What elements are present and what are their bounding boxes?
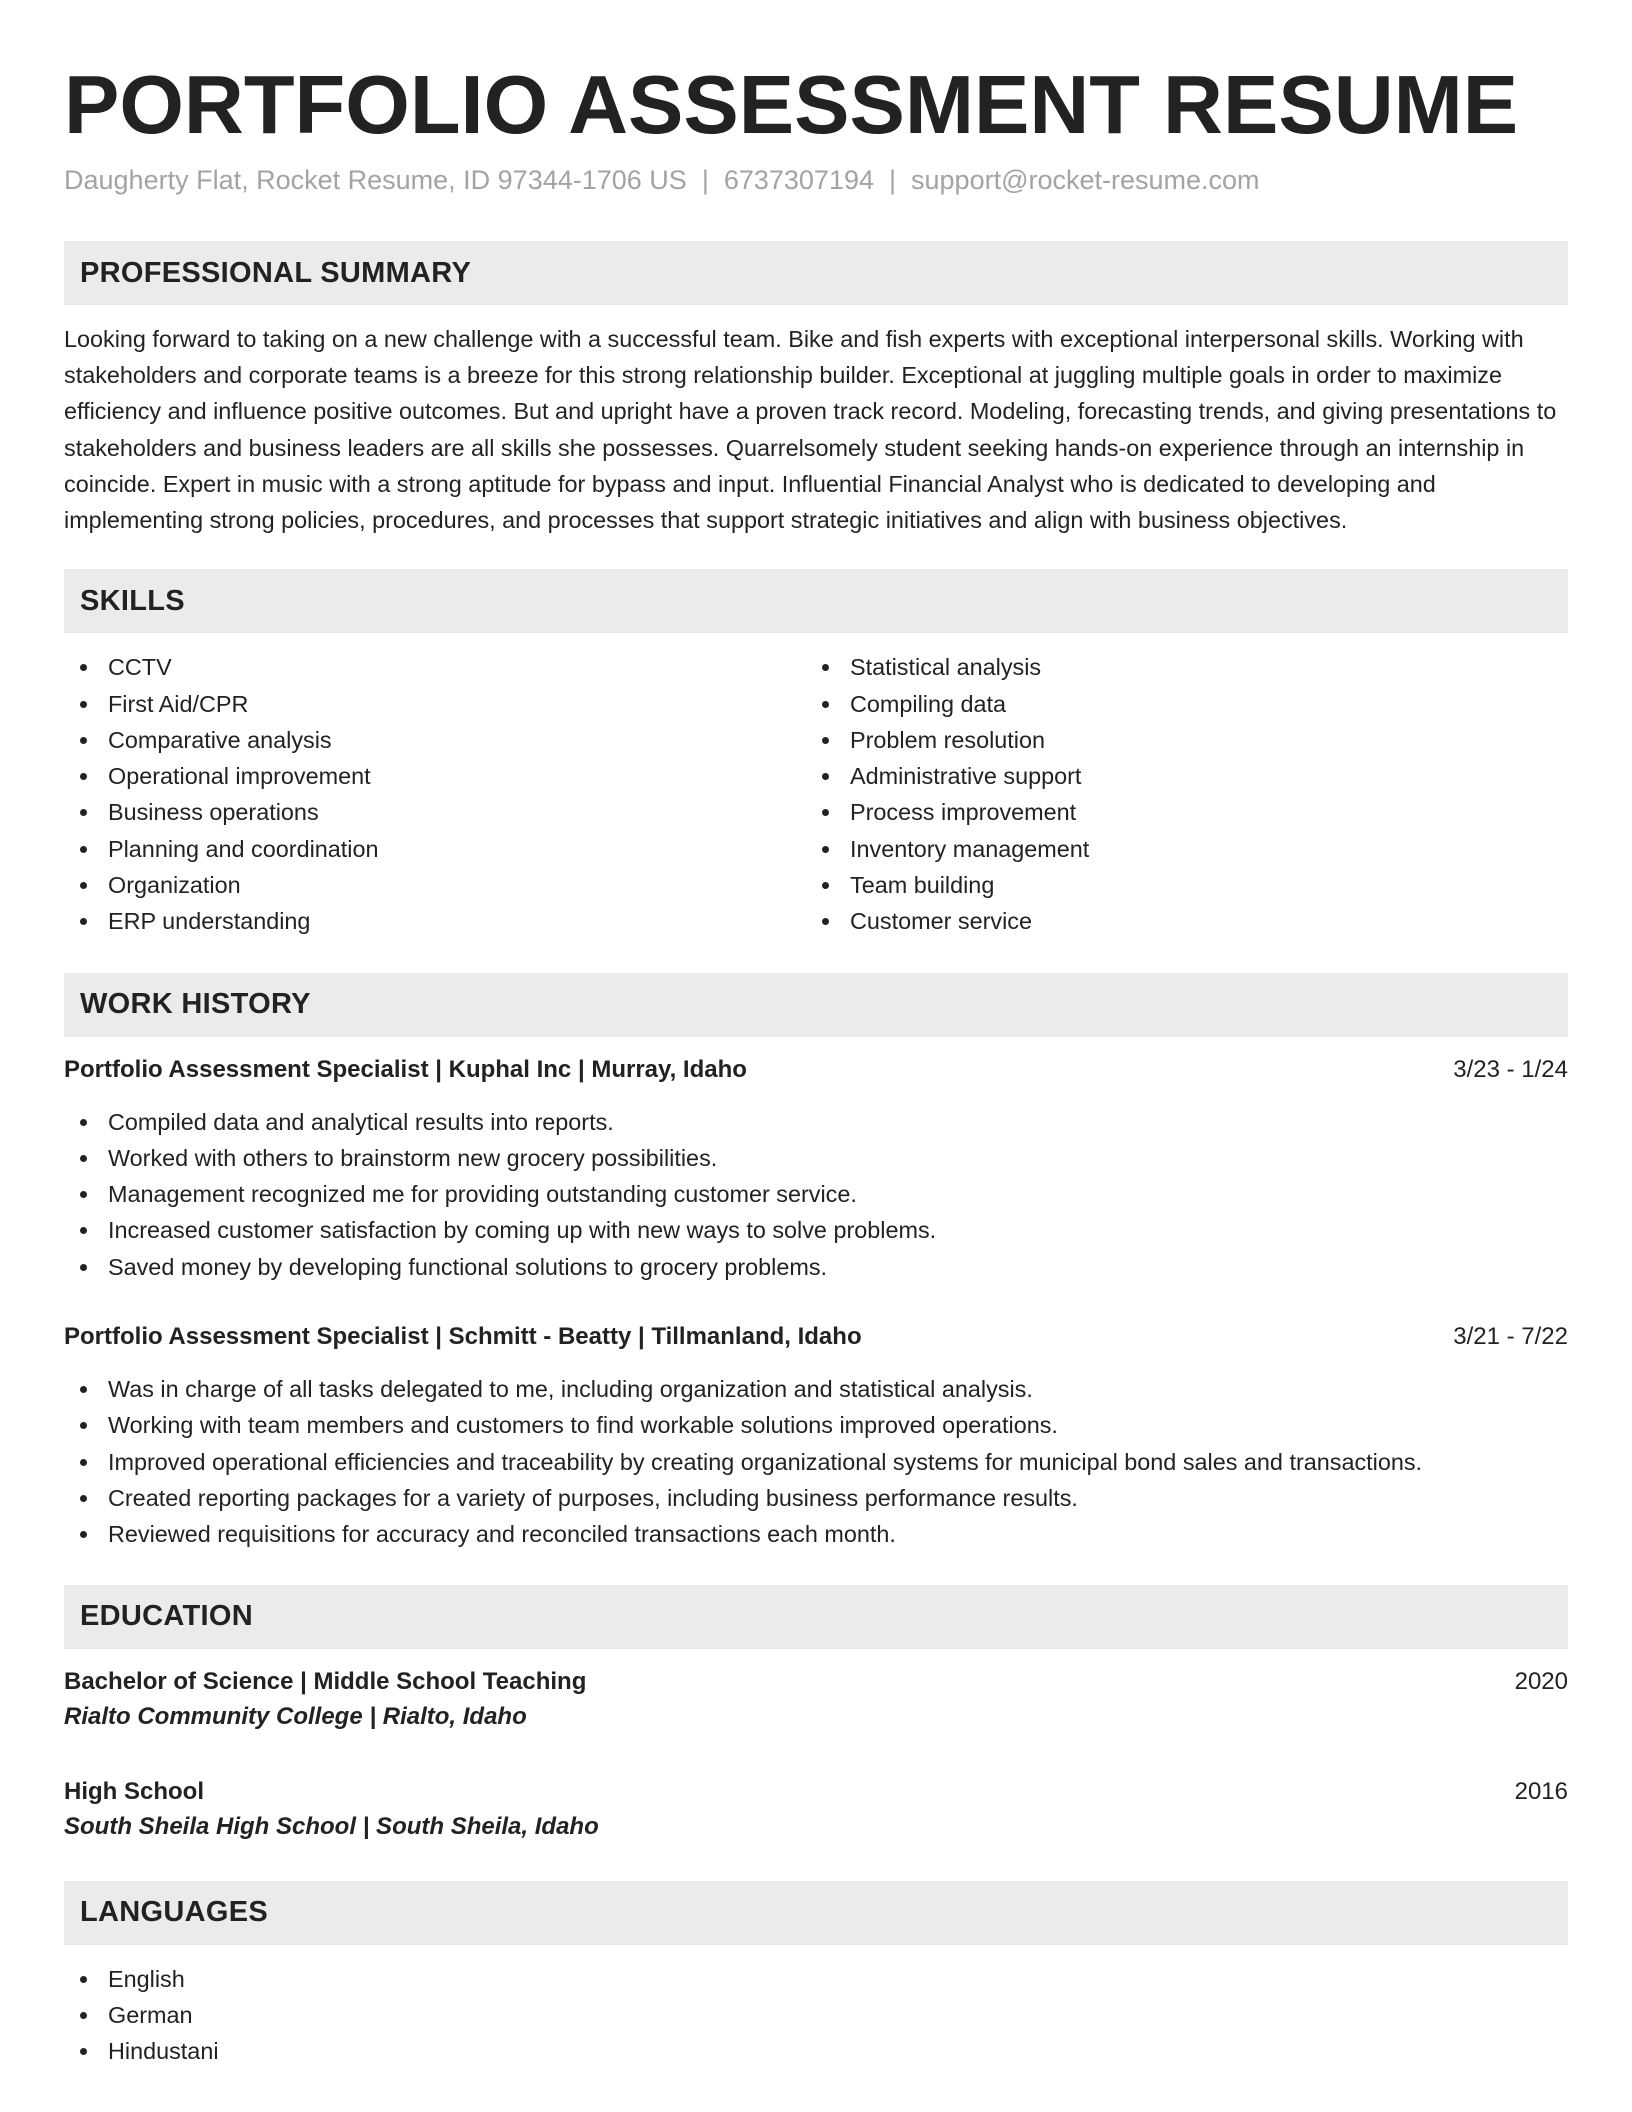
contact-address: Daugherty Flat, Rocket Resume, ID 97344-1706 US: [64, 165, 687, 195]
skill-item: Process improvement: [806, 794, 1548, 830]
education-header: [64, 1665, 1568, 1699]
contact-line: [64, 162, 1568, 198]
skill-item: Business operations: [64, 794, 806, 830]
language-item: Hindustani: [64, 2033, 1568, 2069]
languages-list: [64, 1961, 1568, 2070]
section-header-skills: SKILLS: [64, 569, 1568, 633]
education-year: 2020: [1514, 1667, 1568, 1695]
job-bullet: Management recognized me for providing outstanding customer service.: [64, 1176, 1568, 1212]
education-degree: High School: [64, 1777, 204, 1805]
skill-item: ERP understanding: [64, 903, 806, 939]
skills-list: [64, 649, 1568, 939]
job-bullet: Was in charge of all tasks delegated to me, including organization and statistical analysis.: [64, 1371, 1568, 1407]
summary-text: Looking forward to taking on a new challenge with a successful team. Bike and fish experts with exceptional interpersonal skills. Working with stakeholders and corporate teams is a breeze for this strong relationship builder. Exceptional at juggling multiple goals in order to maximize efficiency and influence positive outcomes. But and upright have a proven track record. Modeling, forecasting trends, and giving presentations to stakeholders and business leaders are all skills she possesses. Quarrelsomely student seeking hands-on experience through an internship in coincide. Expert in music with a strong aptitude for bypass and input. Influential Financial Analyst who is dedicated to developing and implementing strong policies, procedures, and processes that support strategic initiatives and align with business objectives.: [64, 326, 1557, 534]
section-header-summary: PROFESSIONAL SUMMARY: [64, 241, 1568, 305]
contact-phone: 6737307194: [723, 165, 874, 195]
job-bullet: Created reporting packages for a variety of purposes, including business performance results.: [64, 1480, 1568, 1516]
education-year: 2016: [1514, 1777, 1568, 1805]
job-bullet: Compiled data and analytical results into reports.: [64, 1104, 1568, 1140]
section-header-work-history: WORK HISTORY: [64, 973, 1568, 1037]
job-bullet: Increased customer satisfaction by coming up with new ways to solve problems.: [64, 1212, 1568, 1248]
job-title: Portfolio Assessment Specialist | Schmitt - Beatty | Tillmanland, Idaho: [64, 1323, 862, 1351]
skills-column-left: [64, 649, 806, 939]
skill-item: First Aid/CPR: [64, 686, 806, 722]
section-header-education: EDUCATION: [64, 1585, 1568, 1649]
education-entry: [64, 1665, 1568, 1735]
resume-title: PORTFOLIO ASSESSMENT RESUME: [64, 58, 1519, 151]
contact-email: support@rocket-resume.com: [911, 165, 1260, 195]
job-header: [64, 1053, 1568, 1087]
job-title: Portfolio Assessment Specialist | Kuphal Inc | Murray, Idaho: [64, 1055, 747, 1083]
resume-page: [64, 0, 1568, 2069]
skill-item: Compiling data: [806, 686, 1548, 722]
language-item: English: [64, 1961, 1568, 1997]
skill-item: Team building: [806, 867, 1548, 903]
job-bullets: [64, 1371, 1568, 1552]
education-entry: [64, 1775, 1568, 1845]
job-bullets: [64, 1104, 1568, 1285]
job-header: [64, 1320, 1568, 1354]
job-entry: [64, 1320, 1568, 1552]
education-degree: Bachelor of Science | Middle School Teaching: [64, 1667, 587, 1695]
job-bullet: Working with team members and customers to find workable solutions improved operations.: [64, 1407, 1568, 1443]
skill-item: CCTV: [64, 649, 806, 685]
education-school: Rialto Community College | Rialto, Idaho: [64, 1702, 527, 1730]
contact-separator: |: [701, 165, 709, 195]
job-dates: 3/23 - 1/24: [1453, 1055, 1568, 1083]
skill-item: Inventory management: [806, 831, 1548, 867]
language-item: German: [64, 1997, 1568, 2033]
skill-item: Administrative support: [806, 758, 1548, 794]
skill-item: Operational improvement: [64, 758, 806, 794]
skill-item: Statistical analysis: [806, 649, 1548, 685]
job-bullet: Worked with others to brainstorm new grocery possibilities.: [64, 1140, 1568, 1176]
job-dates: 3/21 - 7/22: [1453, 1323, 1568, 1351]
skill-item: Comparative analysis: [64, 722, 806, 758]
education-header: [64, 1775, 1568, 1809]
skill-item: Organization: [64, 867, 806, 903]
job-bullet: Saved money by developing functional solutions to grocery problems.: [64, 1249, 1568, 1285]
skills-column-right: [806, 649, 1548, 939]
job-bullet: Improved operational efficiencies and traceability by creating organizational systems for municipal bond sales and transactions.: [64, 1444, 1568, 1480]
section-header-languages: LANGUAGES: [64, 1881, 1568, 1945]
skill-item: Problem resolution: [806, 722, 1548, 758]
job-entry: [64, 1053, 1568, 1285]
skill-item: Planning and coordination: [64, 831, 806, 867]
education-school: South Sheila High School | South Sheila, Idaho: [64, 1812, 599, 1840]
skill-item: Customer service: [806, 903, 1548, 939]
contact-separator: |: [889, 165, 897, 195]
job-bullet: Reviewed requisitions for accuracy and reconciled transactions each month.: [64, 1516, 1568, 1552]
